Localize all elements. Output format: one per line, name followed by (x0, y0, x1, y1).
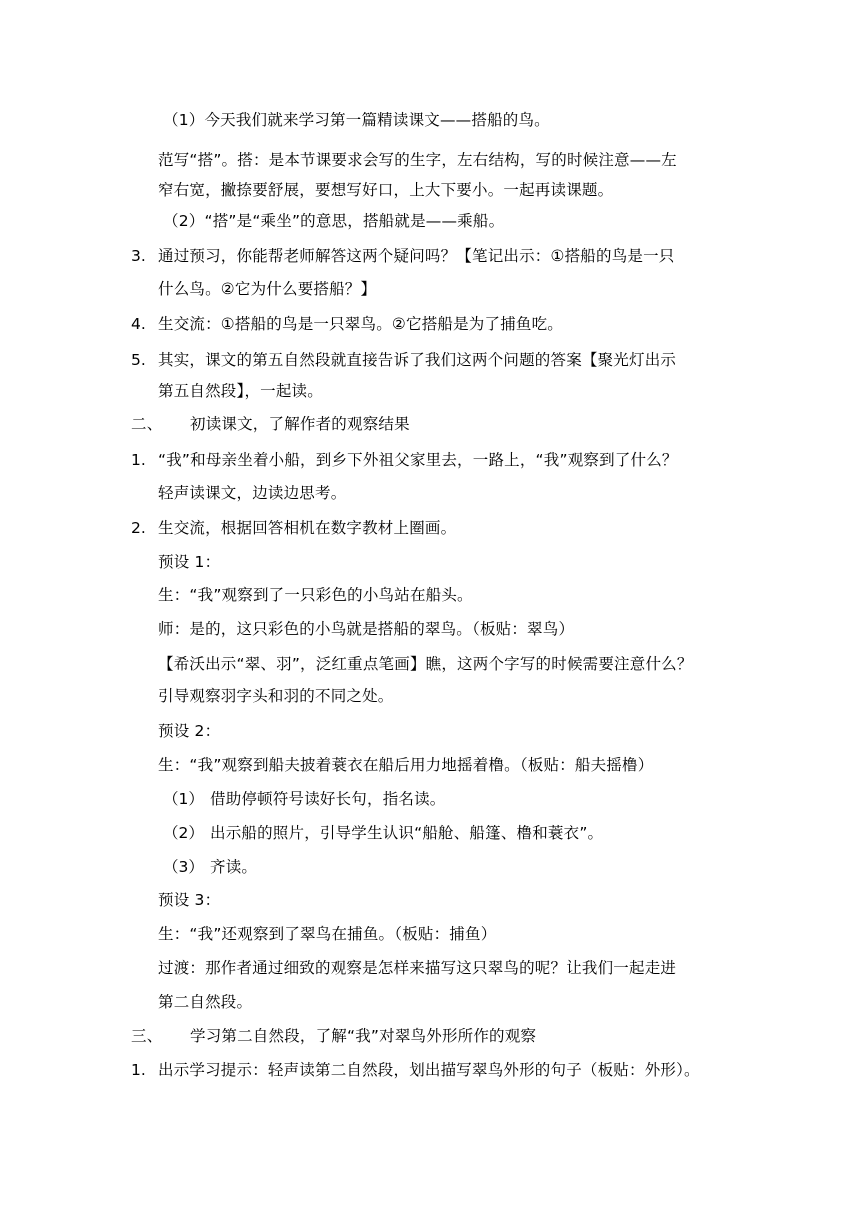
list-number: 2. (131, 519, 146, 537)
intro-line-2: 范写“搭”。搭：是本节课要求会写的生字，左右结构，写的时候注意——左 (158, 151, 677, 169)
section-title: 学习第二自然段，了解“我”对翠鸟外形所作的观察 (190, 1027, 537, 1045)
list-item-line: 生交流，根据回答相机在数字教材上圈画。 (158, 519, 457, 537)
list-item-line: 出示学习提示：轻声读第二自然段，划出描写翠鸟外形的句子（板贴：外形）。 (158, 1061, 700, 1079)
body-paragraph: 生：“我”还观察到了翠鸟在捕鱼。（板贴：捕鱼） (158, 925, 497, 943)
sub-item-number: （2） (163, 824, 204, 842)
sub-item-text: 齐读。 (210, 858, 258, 876)
sub-item-number: （1） (163, 790, 204, 808)
body-paragraph: 过渡：那作者通过细致的观察是怎样来描写这只翠鸟的呢？让我们一起走进 (158, 959, 677, 977)
list-number: 1. (131, 1061, 146, 1079)
sub-item-text: 出示船的照片，引导学生认识“船舱、船篷、橹和蓑衣”。 (210, 824, 604, 842)
list-item-line: 轻声读课文，边读边思考。 (158, 484, 347, 502)
list-item-line: “我”和母亲坐着小船，到乡下外祖父家里去，一路上，“我”观察到了什么？ (158, 451, 678, 469)
body-paragraph: 预设 3： (158, 891, 221, 909)
list-number: 5. (131, 351, 146, 369)
list-item-line: 第五自然段】，一起读。 (158, 382, 323, 400)
list-item-line: 通过预习，你能帮老师解答这两个疑问吗？【笔记出示：①搭船的鸟是一只 (158, 247, 675, 265)
section-number: 三、 (131, 1027, 163, 1045)
body-paragraph: 引导观察羽字头和羽的不同之处。 (158, 687, 394, 705)
body-paragraph: 师：是的，这只彩色的小鸟就是搭船的翠鸟。（板贴：翠鸟） (158, 620, 575, 638)
list-number: 3. (131, 247, 146, 265)
list-item-line: 什么鸟。②它为什么要搭船？】 (158, 280, 377, 298)
list-number: 1. (131, 451, 146, 469)
body-paragraph: 第二自然段。 (158, 993, 253, 1011)
intro-line-3: 窄右宽，撇捺要舒展，要想写好口，上大下要小。一起再读课题。 (158, 181, 614, 199)
body-paragraph: 生：“我”观察到船夫披着蓑衣在船后用力地摇着橹。（板贴：船夫摇橹） (158, 756, 654, 774)
section-number: 二、 (131, 415, 163, 433)
body-paragraph: 预设 1： (158, 553, 221, 571)
list-item-line: 其实，课文的第五自然段就直接告诉了我们这两个问题的答案【聚光灯出示 (158, 351, 677, 369)
intro-line-1: （1）今天我们就来学习第一篇精读课文——搭船的鸟。 (163, 111, 550, 129)
body-paragraph: 预设 2： (158, 722, 221, 740)
section-title: 初读课文，了解作者的观察结果 (190, 415, 410, 433)
body-paragraph: 生：“我”观察到了一只彩色的小鸟站在船头。 (158, 586, 473, 604)
sub-item-number: （3） (163, 858, 204, 876)
list-number: 4. (131, 315, 146, 333)
intro-line-4: （2）“搭”是“乘坐”的意思，搭船就是——乘船。 (163, 212, 505, 230)
body-paragraph: 【希沃出示“翠、羽”，泛红重点笔画】瞧，这两个字写的时候需要注意什么？ (158, 655, 693, 673)
list-item-line: 生交流：①搭船的鸟是一只翠鸟。②它搭船是为了捕鱼吃。 (158, 315, 563, 333)
sub-item-text: 借助停顿符号读好长句，指名读。 (210, 790, 446, 808)
